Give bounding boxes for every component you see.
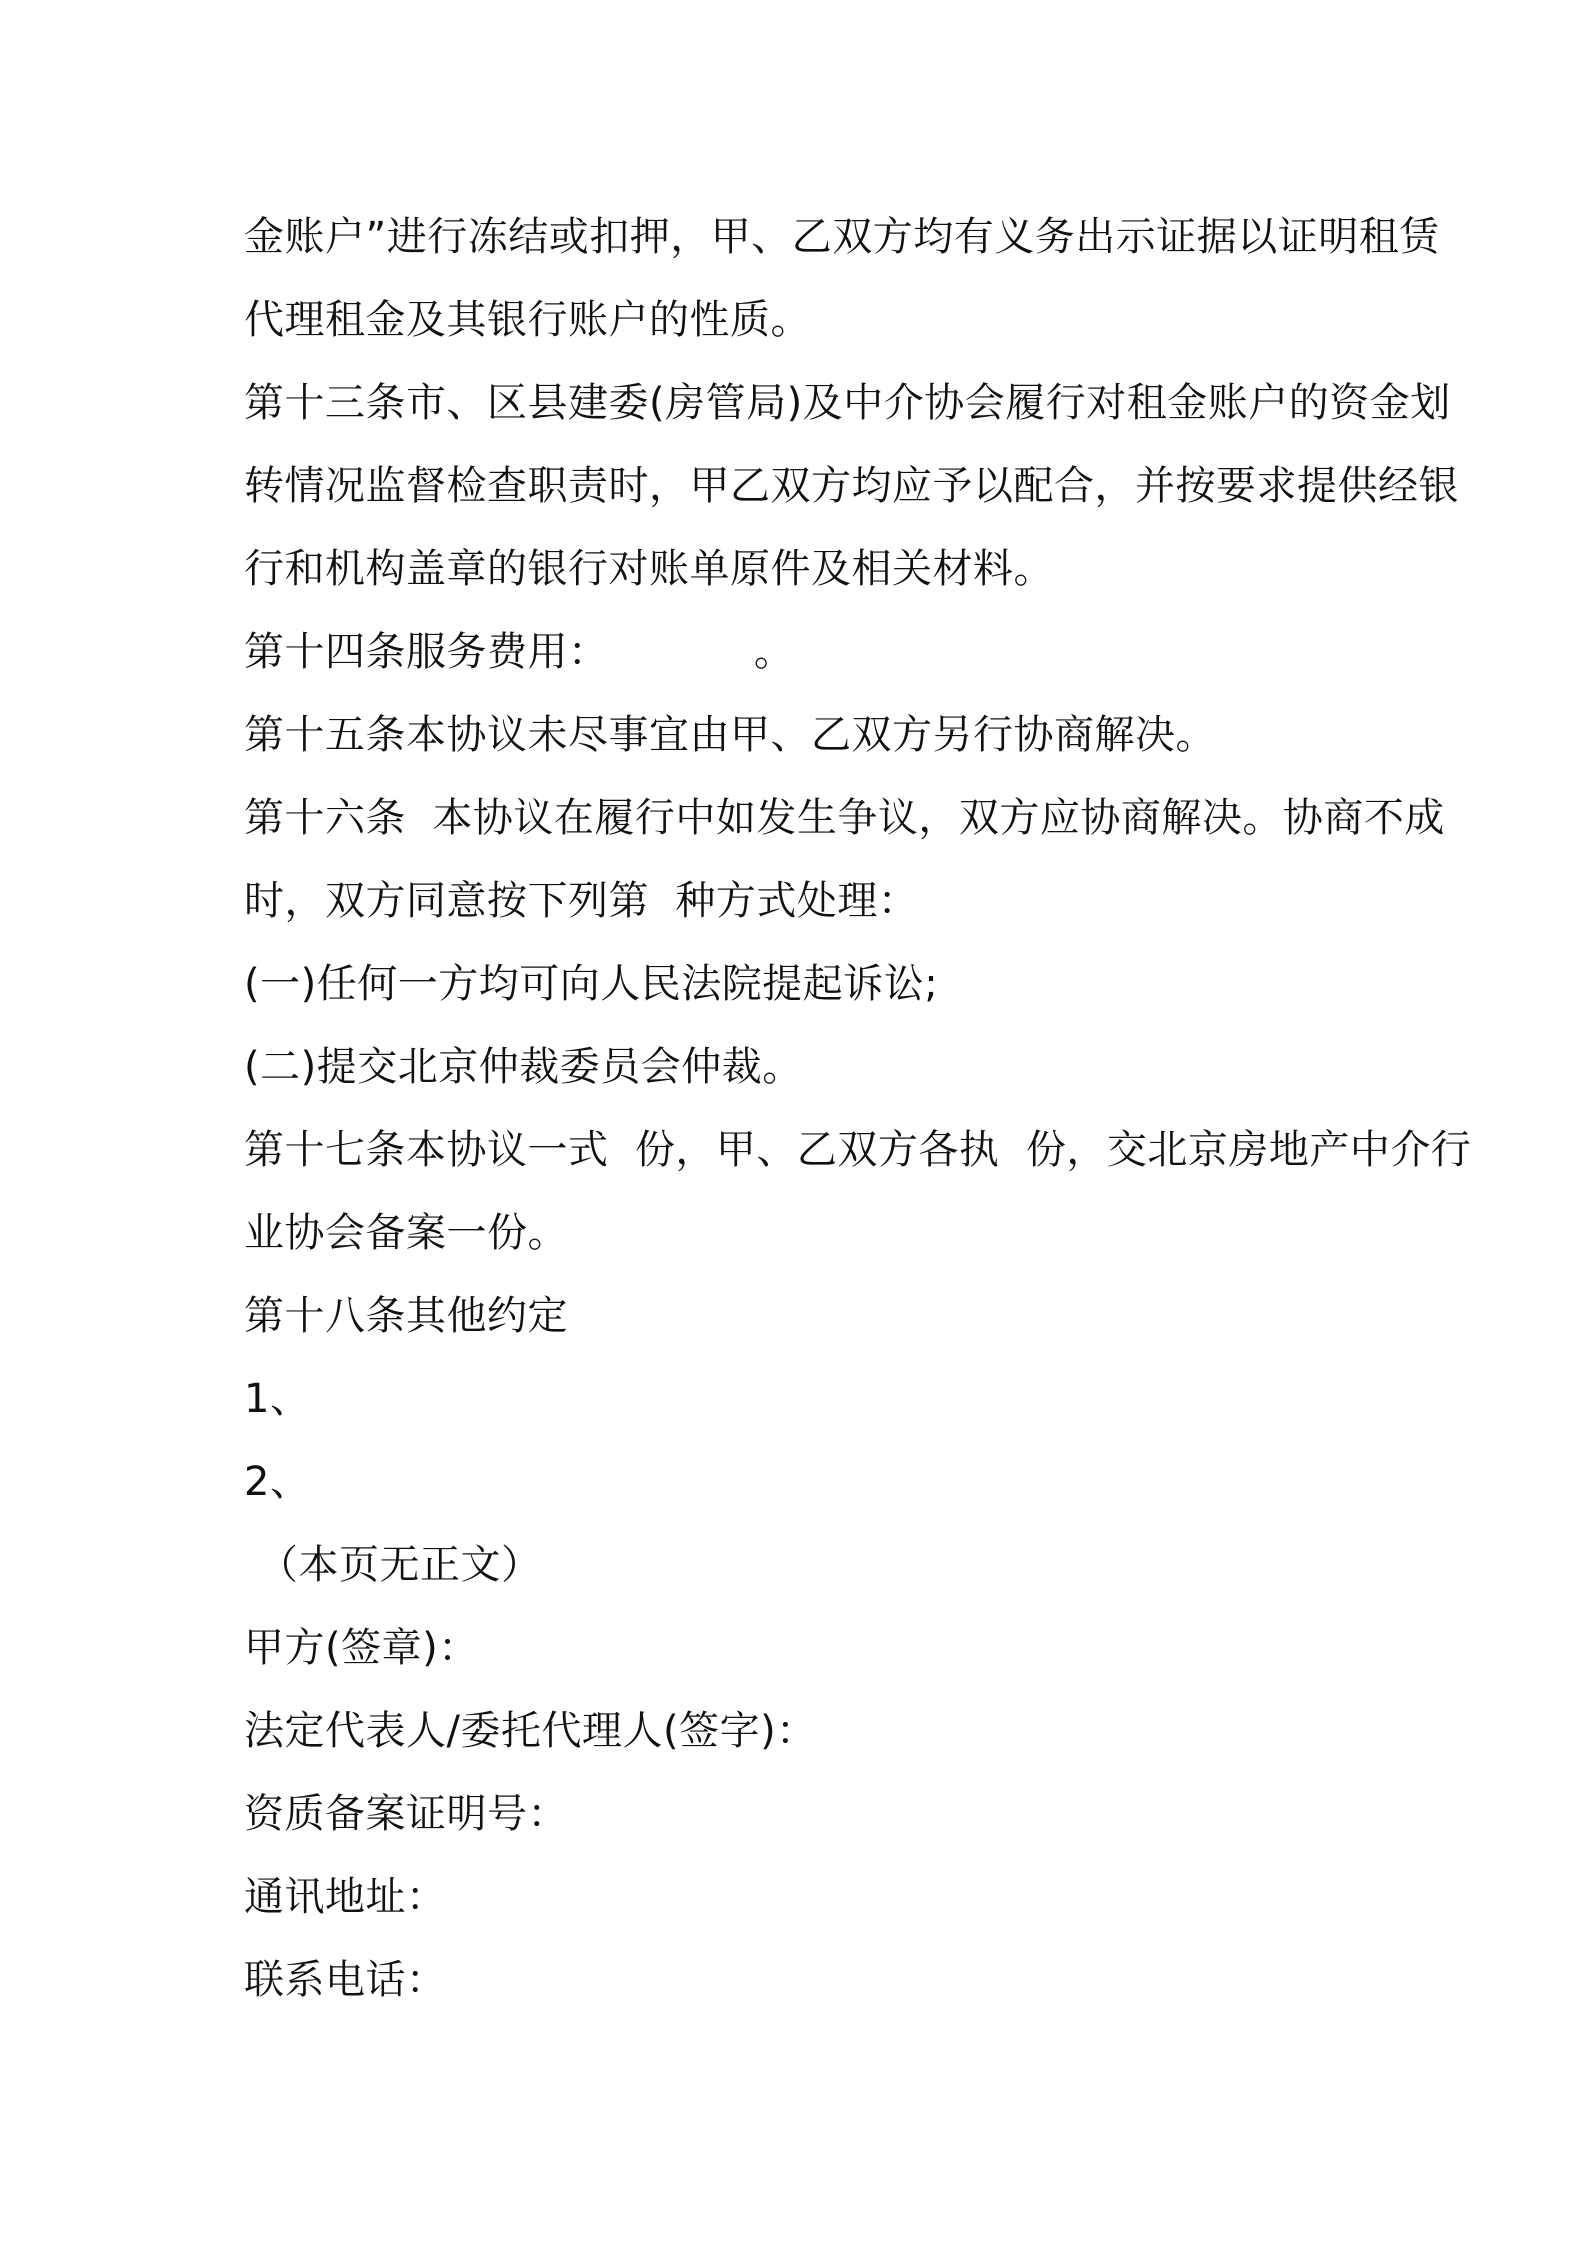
paragraph-line: 时，双方同意按下列第 种方式处理： (244, 878, 919, 924)
document-body (244, 196, 1472, 2022)
option-one-line: (一)任何一方均可向人民法院提起诉讼; (244, 961, 939, 1007)
paragraph-line: 金账户”进行冻结或扣押，甲、乙双方均有义务出示证据以证明租赁 (244, 214, 1440, 260)
phone-label: 联系电话： (244, 1957, 447, 2003)
article-17-line: 第十七条本协议一式 份，甲、乙双方各执 份，交北京房地产中介行 (244, 1127, 1472, 1173)
qualification-number-label: 资质备案证明号： (244, 1791, 568, 1837)
article-13-line: 第十三条市、区县建委(房管局)及中介协会履行对租金账户的资金划 (244, 380, 1451, 426)
no-body-text-note: （本页无正文） (258, 1542, 542, 1588)
paragraph-line: 行和机构盖章的银行对账单原件及相关材料。 (244, 546, 1054, 592)
address-label: 通讯地址： (244, 1874, 447, 1920)
option-two-line: (二)提交北京仲裁委员会仲裁。 (244, 1044, 803, 1090)
article-16-line: 第十六条 本协议在履行中如发生争议，双方应协商解决。协商不成 (244, 795, 1445, 841)
other-item-1: 1、 (244, 1376, 311, 1422)
paragraph-line: 业协会备案一份。 (244, 1210, 568, 1256)
party-a-seal-label: 甲方(签章)： (244, 1625, 479, 1671)
other-item-2: 2、 (244, 1459, 311, 1505)
article-15-line: 第十五条本协议未尽事宜由甲、乙双方另行协商解决。 (244, 712, 1216, 758)
legal-representative-label: 法定代表人/委托代理人(签字)： (244, 1708, 817, 1754)
paragraph-line: 代理租金及其银行账户的性质。 (244, 297, 811, 343)
article-14-line: 第十四条服务费用： 。 (244, 629, 795, 675)
article-18-line: 第十八条其他约定 (244, 1293, 568, 1339)
paragraph-line: 转情况监督检查职责时，甲乙双方均应予以配合，并按要求提供经银 (244, 463, 1459, 509)
